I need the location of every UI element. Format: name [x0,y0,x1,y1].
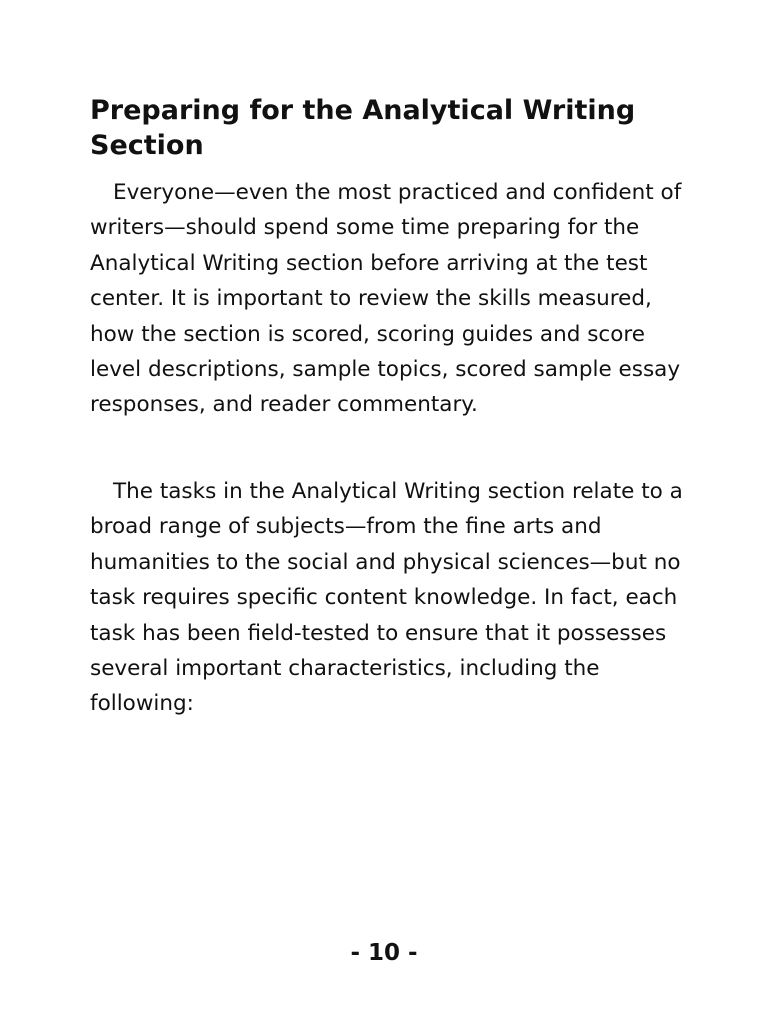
section-heading: Preparing for the Analytical Writing Section [90,95,636,161]
body-paragraph-2: The tasks in the Analytical Writing section relate to a broad range of subjects—from the fine arts and humanities to the social and physical sciences—but no task requires specific content knowledge. In fact, each task has been field-tested to ensure that it possesses several important characteristics, including the following: [90,479,683,717]
page-number: - 10 - [350,940,418,966]
body-paragraph-1: Everyone—even the most practiced and confident of writers—should spend some time preparing for the Analytical Writing section before arriving at the test center. It is important to review the skills measured, how the section is scored, scoring guides and score level descriptions, sample topics, scored sample essay responses, and reader commentary. [90,180,682,418]
